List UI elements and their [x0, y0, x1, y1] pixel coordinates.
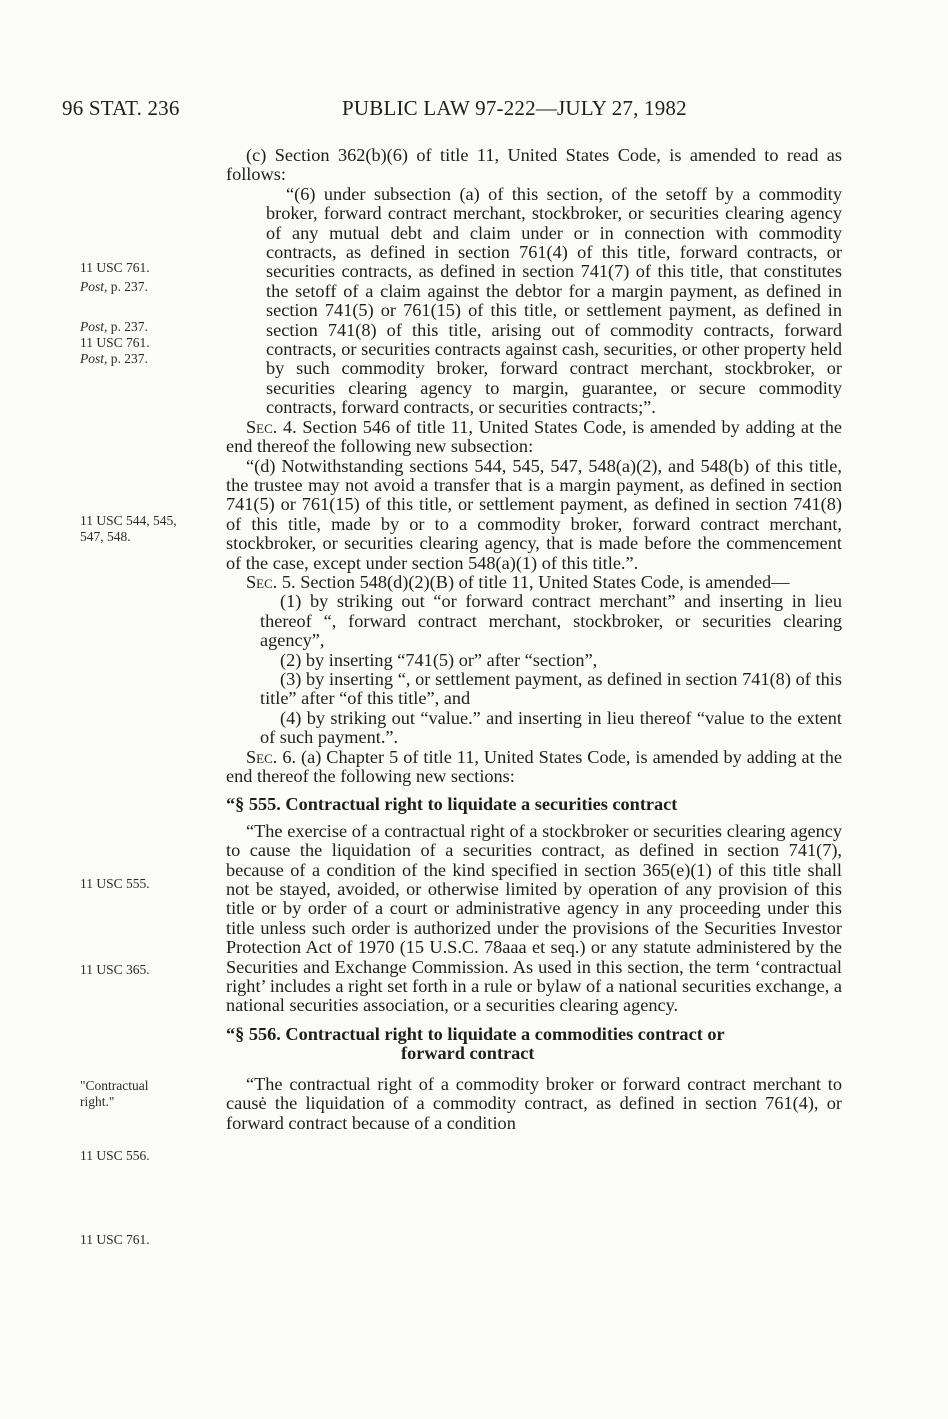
section-label: Sec. 5. — [246, 571, 296, 592]
section-4: Sec. 4. Section 546 of title 11, United States Code, is amended by adding at the end thereof the following new subsection: — [226, 416, 842, 457]
margin-note: "Contractual right." — [80, 1078, 149, 1109]
paragraph: “(d) Notwithstanding sections 544, 545, 547, 548(a)(2), and 548(b) of this title, the trustee may not avoid a transfer that is a margin payment, as defined in section 741(5) or 761(15) of this title, or settlement payment, as defined in section 741(8) of this title, made by or to a commodity broker, forward contract merchant, stockbroker, or securities clearing agency, that is made before the commencement of the case, except under section 548(a)(1) of this title.”. — [226, 455, 842, 573]
paragraph: “The exercise of a contractual right of a stockbroker or securities clearing agency to cause the liquidation of a securities contract, as defined in section 741(7), because of a condition of the kind specified in section 365(e)(1) of this title shall not be stayed, avoided, or otherwise limited by operation of any provision of this title or by order of a court or administrative agency in any proceeding under this title unless such order is authorized under the provisions of the Securities Investor Protection Act of 1970 (15 U.S.C. 78aaa et seq.) or any statute administered by the Securities and Exchange Commission. As used in this section, the term ‘contractual right’ includes a right set forth in a rule or bylaw of a national securities exchange, a national securities association, or a securities clearing agency. — [226, 820, 842, 1016]
list-item: (4) by striking out “value.” and inserting in lieu thereof “value to the extent of such payment.”. — [260, 707, 842, 748]
page-title: PUBLIC LAW 97-222—JULY 27, 1982 — [342, 96, 687, 120]
margin-note: 11 USC 555. — [80, 876, 150, 891]
stat-reference: 96 STAT. 236 — [62, 96, 180, 120]
paragraph: “The contractual right of a commodity broker or forward contract merchant to causė the liquidation of a commodity contract, as defined in section 761(4), or forward contract because of a condition — [226, 1073, 842, 1133]
quoted-provision: “(6) under subsection (a) of this section, of the setoff by a commodity broker, forward contract merchant, stockbroker, or securities clearing agency of any mutual debt and claim under or in connection with commodity contracts, as defined in section 761(4) of this title, forward contracts, or securities contracts, as defined in section 741(7) of this title, that constitutes the setoff of a claim against the debtor for a margin payment, as defined in section 741(5) or 761(15) of this title, or settlement payment, as defined in section 741(8) of this title, arising out of commodity contracts, forward contracts, or securities contracts against cash, securities, or other property held by such commodity broker, forward contract merchant, stockbroker, or securities clearing agency to margin, guarantee, or secure commodity contracts, forward contracts, or securities contracts;”. — [266, 183, 842, 418]
list-item: (2) by inserting “741(5) or” after “section”, — [280, 649, 598, 670]
margin-note: 11 USC 365. — [80, 962, 150, 977]
margin-note: Post, p. 237. 11 USC 761. Post, p. 237. — [80, 319, 150, 366]
section-556-heading: “§ 556. Contractual right to liquidate a commodities contract or forward contract — [226, 1023, 725, 1064]
section-label: Sec. 6. — [246, 746, 297, 767]
section-555-heading: “§ 555. Contractual right to liquidate a securities contract — [226, 794, 678, 815]
margin-note: 11 USC 761. — [80, 1232, 150, 1247]
statute-text — [226, 146, 842, 1133]
section-5: Sec. 5. Section 548(d)(2)(B) of title 11, United States Code, is amended— — [246, 571, 790, 592]
section-label: Sec. 4. — [246, 416, 297, 437]
margin-note: Post, p. 237. — [80, 279, 148, 294]
margin-note: 11 USC 544, 545, 547, 548. — [80, 513, 177, 544]
paragraph: (c) Section 362(b)(6) of title 11, United States Code, is amended to read as follows: — [226, 145, 842, 185]
margin-note: 11 USC 556. — [80, 1148, 150, 1163]
section-6: Sec. 6. (a) Chapter 5 of title 11, United States Code, is amended by adding at the end thereof the following new sections: — [226, 746, 842, 786]
list-item: (1) by striking out “or forward contract merchant” and inserting in lieu thereof “, forward contract merchant, stockbroker, or securities clearing agency”, — [260, 591, 842, 651]
list-item: (3) by inserting “, or settlement payment, as defined in section 741(8) of this title” after “of this title”, and — [260, 668, 842, 709]
margin-note: 11 USC 761. — [80, 260, 150, 275]
